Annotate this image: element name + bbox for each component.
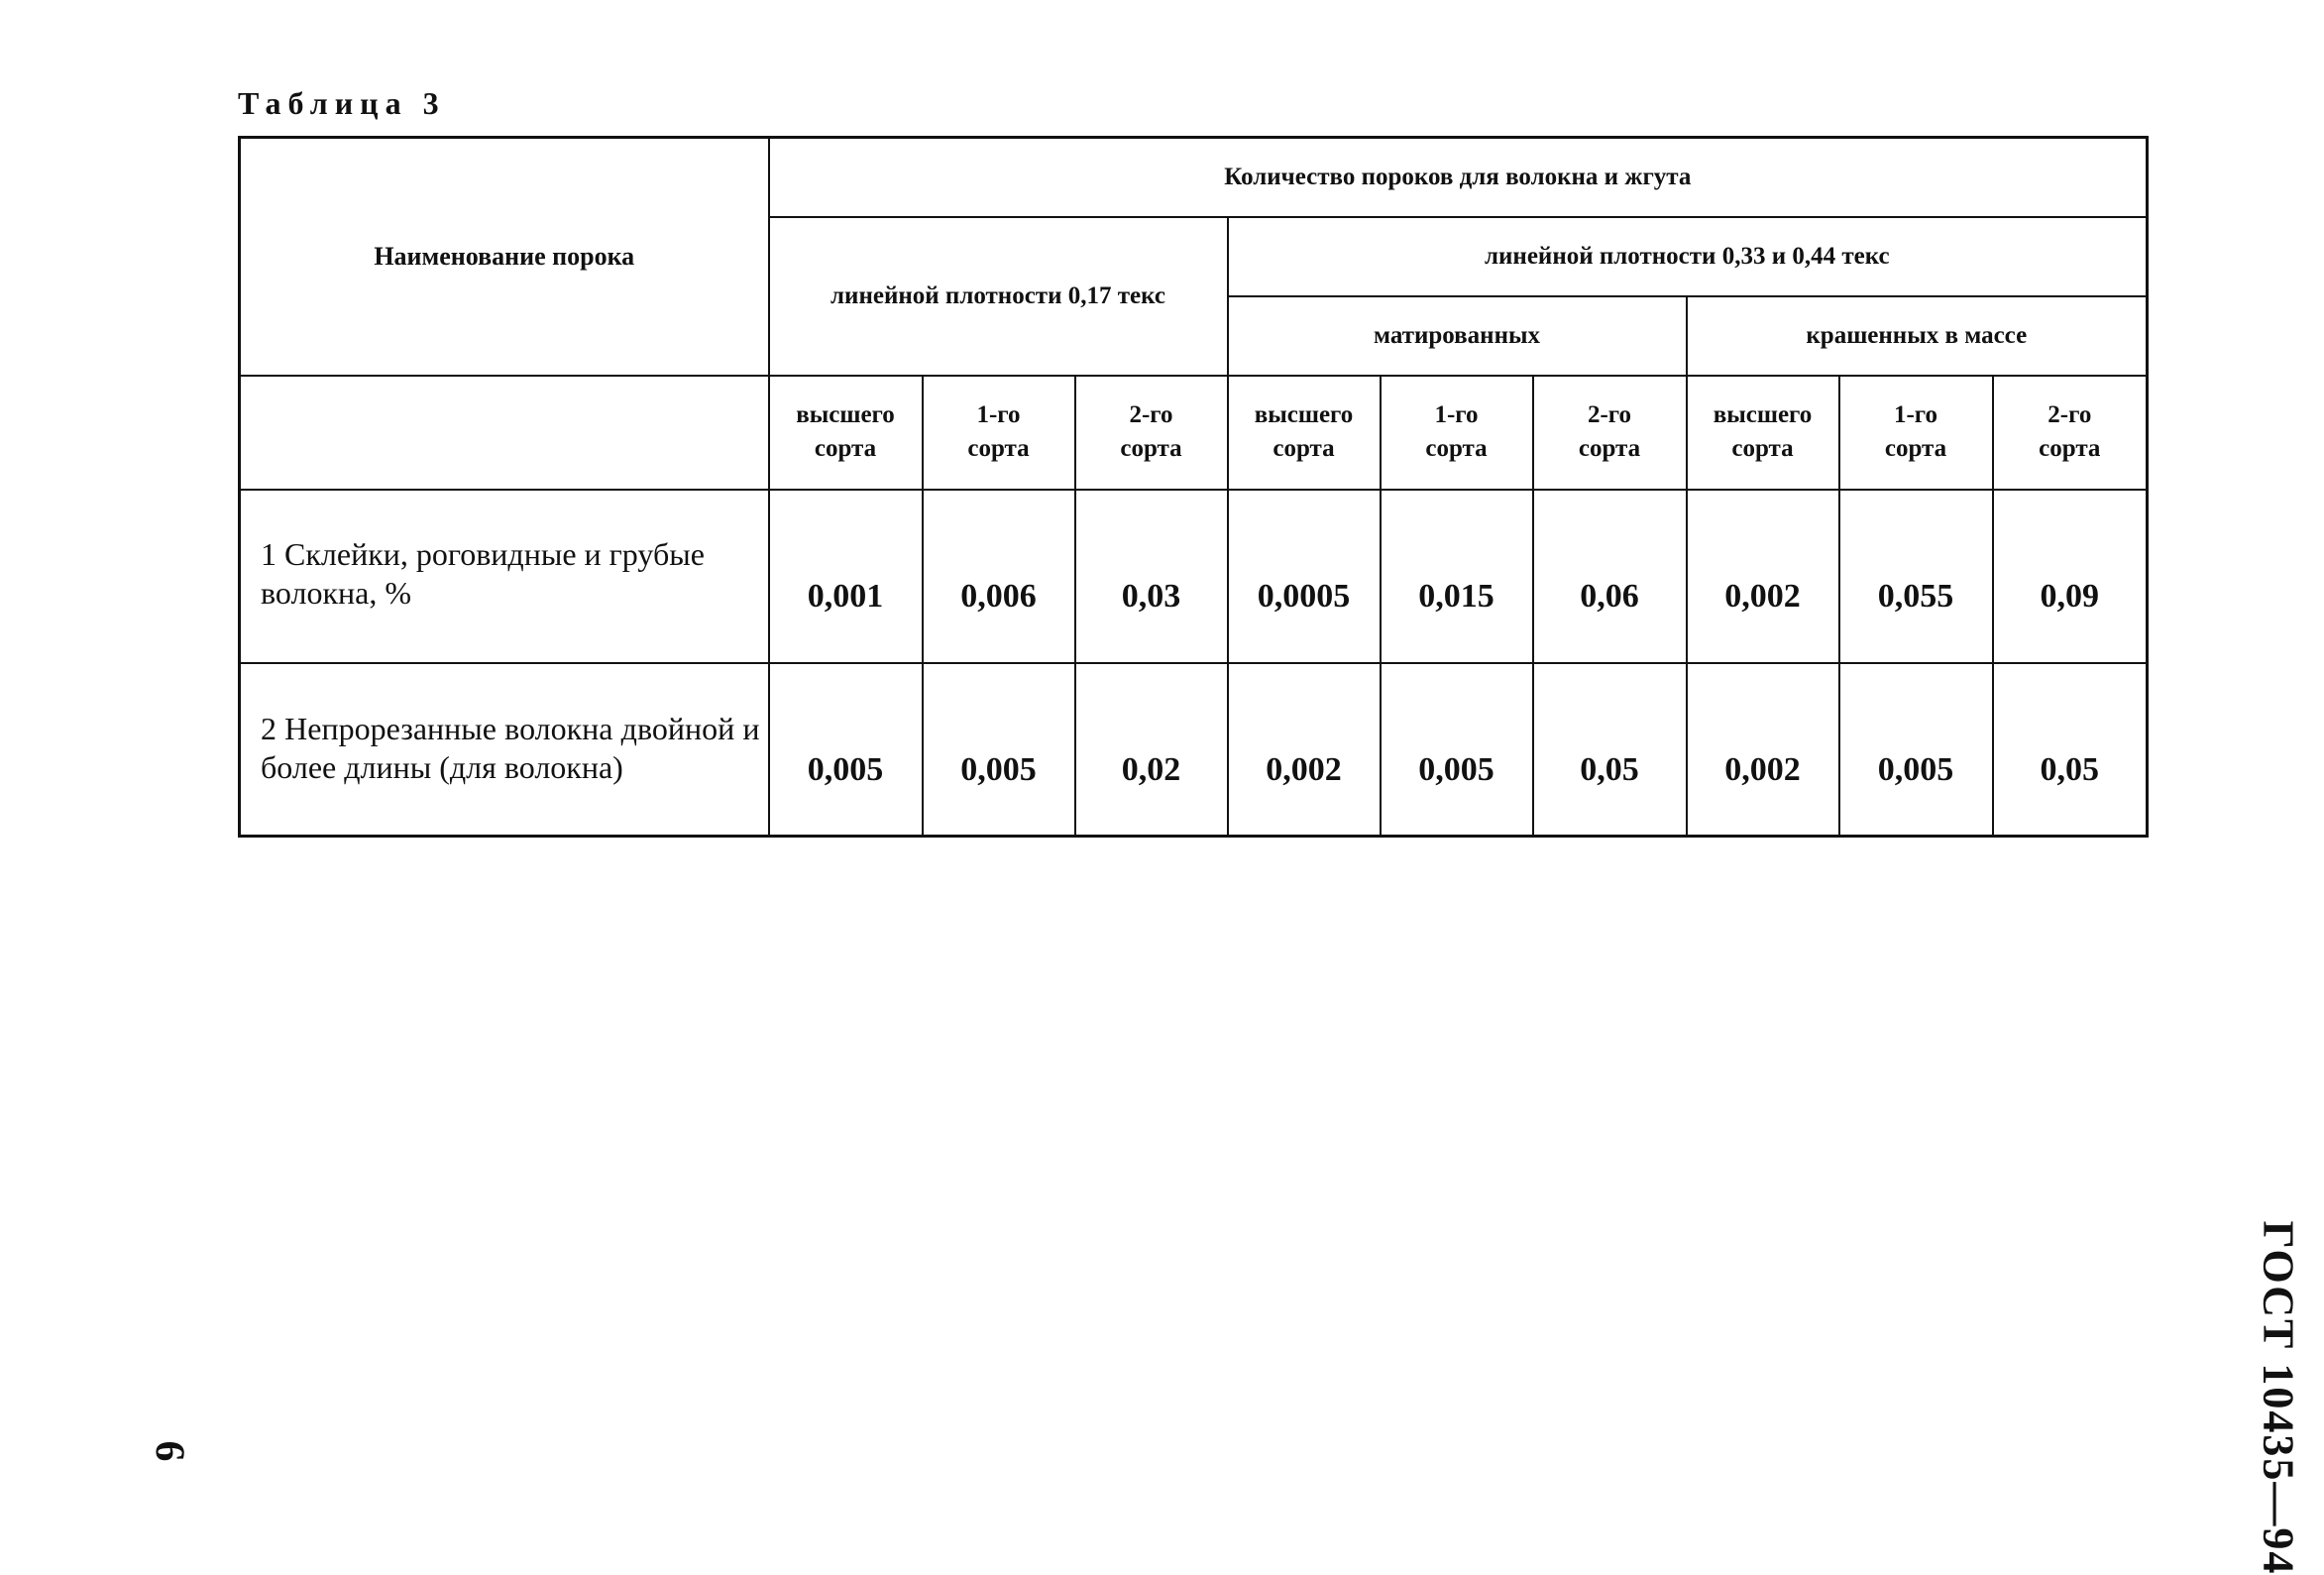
value-cell: 0,006 [923, 490, 1075, 663]
table-row [240, 663, 2148, 837]
defect-name-cell: 1 Склейки, роговидные и грубые волокна, % [240, 490, 769, 663]
grade-header: высшего сорта [1687, 376, 1839, 490]
header-row-1 [240, 138, 2148, 217]
value-cell: 0,002 [1687, 663, 1839, 837]
grade-header: высшего сорта [769, 376, 923, 490]
value-cell: 0,015 [1381, 490, 1533, 663]
name-header-spacer [240, 376, 769, 490]
group-title-header: Количество пороков для волокна и жгута [769, 138, 2148, 217]
density-033-044-header: линейной плотности 0,33 и 0,44 текс [1228, 217, 2148, 296]
grade-header: 2-го сорта [1075, 376, 1228, 490]
page-number: 6 [146, 1440, 192, 1462]
value-cell: 0,005 [1381, 663, 1533, 837]
defect-name-cell: 2 Непрорезанные волокна двойной и более длины (для волокна) [240, 663, 769, 837]
value-cell: 0,09 [1993, 490, 2148, 663]
value-cell: 0,005 [769, 663, 923, 837]
value-cell: 0,02 [1075, 663, 1228, 837]
table-caption: Таблица 3 [238, 85, 446, 121]
grade-header: 2-го сорта [1993, 376, 2148, 490]
density-017-header: линейной плотности 0,17 текс [769, 217, 1228, 376]
value-cell: 0,005 [923, 663, 1075, 837]
grade-header: высшего сорта [1228, 376, 1381, 490]
grade-header: 1-го сорта [923, 376, 1075, 490]
value-cell: 0,05 [1993, 663, 2148, 837]
defects-table [238, 136, 2149, 838]
grade-header: 2-го сорта [1533, 376, 1687, 490]
table-row [240, 490, 2148, 663]
grade-header: 1-го сорта [1381, 376, 1533, 490]
value-cell: 0,055 [1839, 490, 1993, 663]
value-cell: 0,06 [1533, 490, 1687, 663]
value-cell: 0,002 [1687, 490, 1839, 663]
defect-name-header: Наименование порока [240, 138, 769, 376]
value-cell: 0,03 [1075, 490, 1228, 663]
header-row-grades [240, 376, 2148, 490]
standard-id: ГОСТ 10435—94 [2254, 1220, 2303, 1575]
value-cell: 0,05 [1533, 663, 1687, 837]
dyed-header: крашенных в массе [1687, 296, 2148, 376]
value-cell: 0,0005 [1228, 490, 1381, 663]
value-cell: 0,002 [1228, 663, 1381, 837]
matted-header: матированных [1228, 296, 1687, 376]
value-cell: 0,005 [1839, 663, 1993, 837]
value-cell: 0,001 [769, 490, 923, 663]
grade-header: 1-го сорта [1839, 376, 1993, 490]
